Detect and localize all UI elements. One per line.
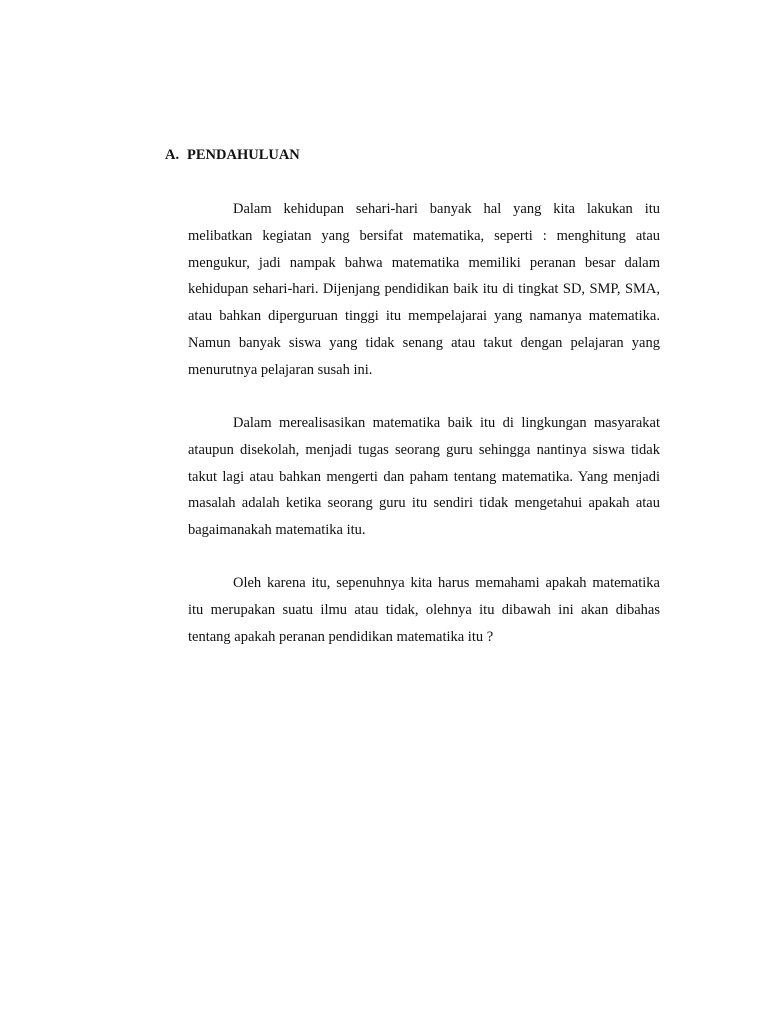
section-heading — [165, 145, 300, 165]
section-number: A. — [165, 147, 180, 163]
paragraph-2: Dalam merealisasikan matematika baik itu di lingkungan masyarakat ataupun disekolah, menjadi tugas seorang guru sehingga nantinya siswa tidak takut lagi atau bahkan mengerti dan paham tentang matematika. Yang menjadi masalah adalah ketika seorang guru itu sendiri tidak mengetahui apakah atau bagaimanakah matematika itu. — [188, 415, 660, 539]
paragraph-3: Oleh karena itu, sepenuhnya kita harus memahami apakah matematika itu merupakan suatu ilmu atau tidak, olehnya itu dibawah ini akan dibahas tentang apakah peranan pendidikan matematika itu ? — [188, 575, 660, 645]
section-title: PENDAHULUAN — [187, 147, 300, 163]
paragraph-1: Dalam kehidupan sehari-hari banyak hal yang kita lakukan itu melibatkan kegiatan yang bersifat matematika, seperti : menghitung atau mengukur, jadi nampak bahwa matematika memiliki peranan besar dalam kehidupan sehari-hari. Dijenjang pendidikan baik itu di tingkat SD, SMP, SMA, atau bahkan diperguruan tinggi itu mempelajarai yang namanya matematika. Namun banyak siswa yang tidak senang atau takut dengan pelajaran yang menurutnya pelajaran susah ini. — [188, 201, 660, 378]
